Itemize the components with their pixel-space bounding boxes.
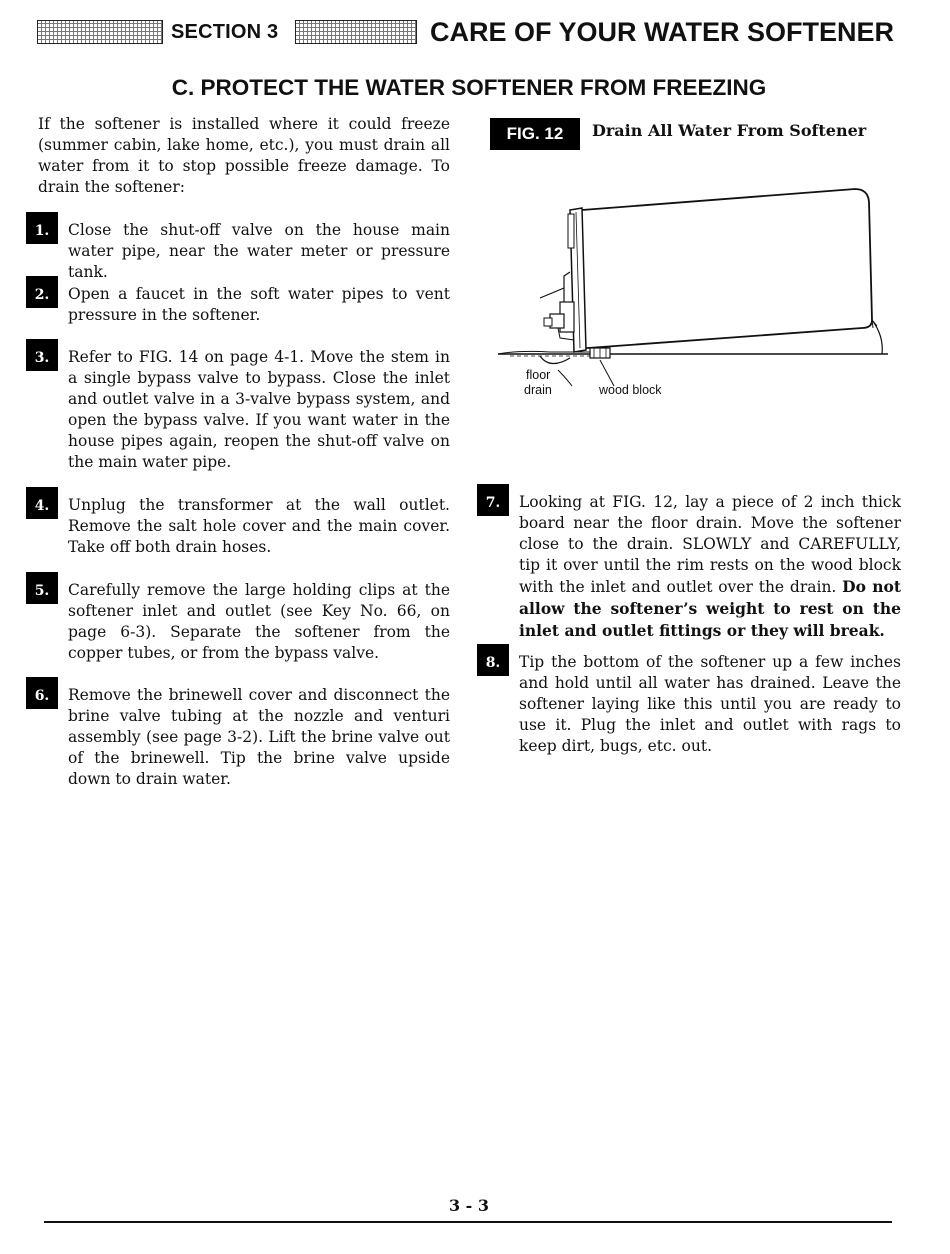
step-number: 1. <box>26 212 58 244</box>
step-text: Remove the brinewell cover and disconnect the brine valve tubing at the nozzle and venturi assembly (see page 3-2). Lift the brine valve out of the brinewell. Tip the brine valve upside down to drain water. <box>68 686 450 788</box>
wood-block-label: wood block <box>599 383 662 397</box>
step-text: Open a faucet in the soft water pipes to vent pressure in the softener. <box>68 285 450 324</box>
floor-drain-label-line1: floor <box>526 368 551 382</box>
step-number: 6. <box>26 677 58 709</box>
step-number: 5. <box>26 572 58 604</box>
header-pattern-left <box>37 20 163 44</box>
section-header <box>37 16 917 50</box>
step-number: 2. <box>26 276 58 308</box>
figure-badge: FIG. 12 <box>490 118 580 150</box>
section-label: SECTION 3 <box>171 21 279 43</box>
step-text: Unplug the transformer at the wall outlet. Remove the salt hole cover and the main cover. Take off both drain hoses. <box>68 496 450 556</box>
header-title: CARE OF YOUR WATER SOFTENER <box>430 17 895 47</box>
page-number: 3 - 3 <box>448 1196 490 1215</box>
step-text: Refer to FIG. 14 on page 4-1. Move the stem in a single bypass valve to bypass. Close the inlet and outlet valve in a 3-valve bypass system, and open the bypass valve. If you want water in the house pipes again, reopen the shut-off valve on the main water pipe. <box>68 348 450 471</box>
step-7-warning: Do not allow the softener’s weight to rest on the inlet and outlet fittings or they will break. <box>519 577 902 640</box>
step-number: 4. <box>26 487 58 519</box>
step-number: 8. <box>477 644 509 676</box>
step-text: Tip the bottom of the softener up a few inches and hold until all water has drained. Leave the softener laying like this until you are ready to use it. Plug the inlet and outlet with rags to keep dirt, bugs, etc. out. <box>519 653 901 755</box>
footer-rule <box>44 1221 892 1223</box>
softener-drain-illustration <box>490 180 900 405</box>
step-text <box>519 492 901 642</box>
step-text: Carefully remove the large holding clips at the softener inlet and outlet (see Key No. 66, on page 6-3). Separate the softener from the copper tubes, or from the bypass valve. <box>68 581 450 662</box>
intro-paragraph: If the softener is installed where it could freeze (summer cabin, lake home, etc.), you must drain all water from it to stop possible freeze damage. To drain the softener: <box>38 115 450 196</box>
step-number: 7. <box>477 484 509 516</box>
step-text: Close the shut-off valve on the house main water pipe, near the water meter or pressure tank. <box>68 221 450 281</box>
page-title: C. PROTECT THE WATER SOFTENER FROM FREEZING <box>171 75 767 100</box>
step-7-text: Looking at FIG. 12, lay a piece of 2 inch thick board near the floor drain. Move the softener close to the drain. SLOWLY and CAREFULLY, tip it over until the rim rests on the wood block with the inlet and outlet over the drain. <box>519 493 901 596</box>
header-pattern-right <box>295 20 417 44</box>
figure-title: Drain All Water From Softener <box>592 121 867 140</box>
step-number: 3. <box>26 339 58 371</box>
floor-drain-label-line2: drain <box>524 383 552 397</box>
